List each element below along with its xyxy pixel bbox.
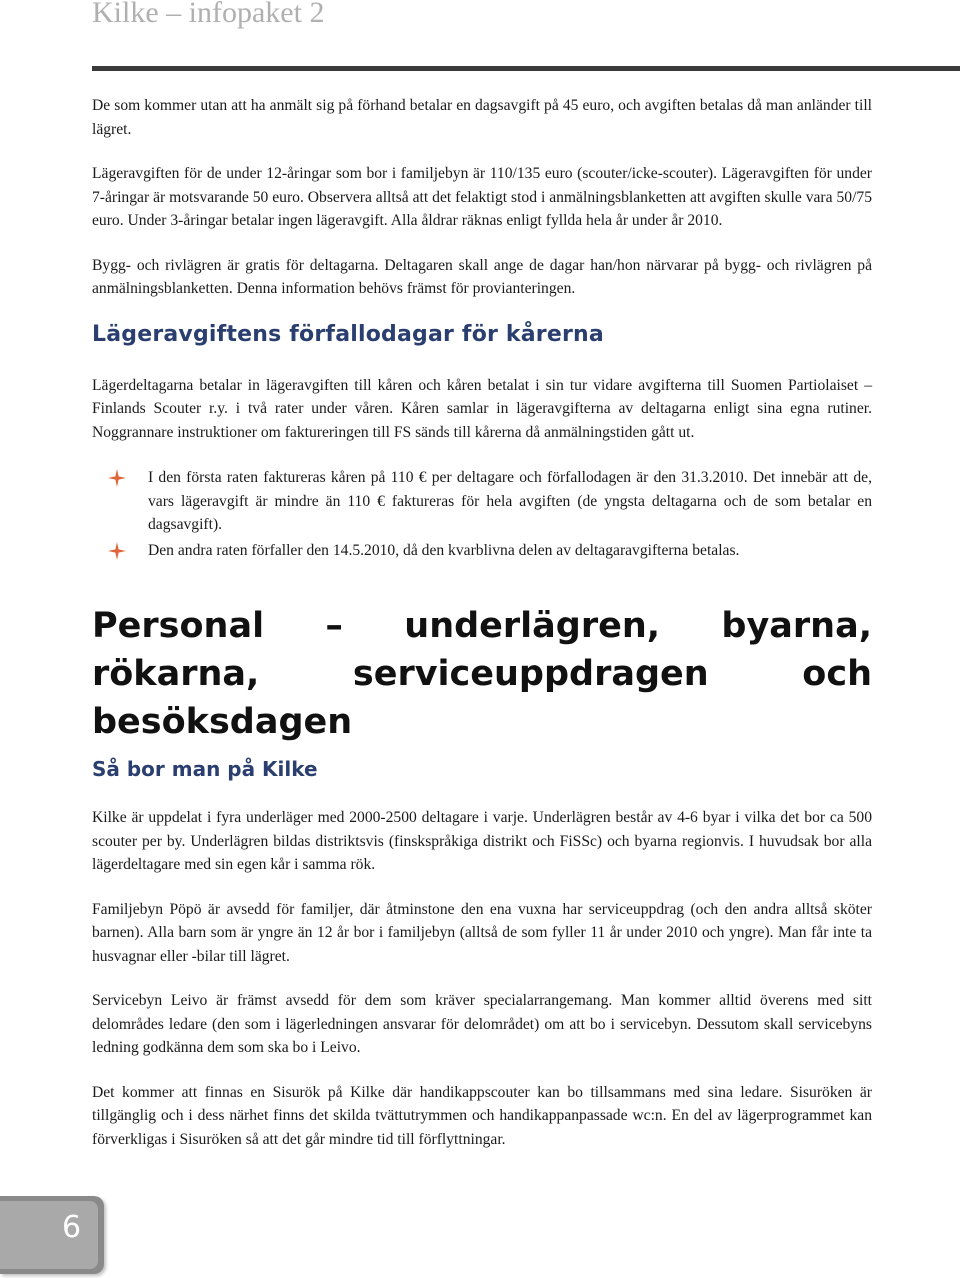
- document-header-title: Kilke – infopaket 2: [92, 0, 325, 29]
- due-dates-bullet-list: [92, 466, 872, 562]
- section-heading-personal: Personal – underlägren, byarna, rökarna, serviceuppdragen och besöksdagen: [92, 606, 872, 742]
- intro-paragraph-child-fees: Lägeravgiften för de under 12-åringar som bor i familjebyn är 110/135 euro (scouter/icke-scouter). Lägeravgiften för under 7-åringar är motsvarande 50 euro. Observera alltså att det felaktigt stod i anmälningsblanketten att avgiften skulle vara 50/75 euro. Under 3-åringar betalar ingen lägeravgift. Alla åldrar räknas enligt fyllda hela år under år 2010.: [92, 165, 872, 229]
- section-heading-due-dates: Lägeravgiftens förfallodagar för kårerna: [92, 321, 604, 347]
- intro-paragraph-day-fee: De som kommer utan att ha anmält sig på förhand betalar en dagsavgift på 45 euro, och avgiften betalas då man anländer till lägret.: [92, 97, 872, 138]
- page-number-tab: [0, 1196, 104, 1274]
- bullet-item-second-installment: [92, 539, 872, 563]
- subheading-living-at-kilke: Så bor man på Kilke: [92, 757, 318, 781]
- paragraph-family-village: Familjebyn Pöpö är avsedd för familjer, där åtminstone den ena vuxna har serviceuppdrag (och den andra alltså sköter barnen). Alla barn som är yngre än 12 år bor i familjebyn (alltså de som fyller 11 år under 2010 och yngre). Man får inte ta husvagnar eller -bilar till lägret.: [92, 900, 872, 965]
- paragraph-sisurok: Det kommer att finnas en Sisurök på Kilke där handikappscouter kan bo tillsammans med sina ledare. Sisuröken är tillgänglig och i dess närhet finns det skilda tvättutrymmen och handikappanpassade wc:n. En del av lägerprogrammet kan förverkligas i Sisuröken så att det går mindre tid till förflyttningar.: [92, 1083, 872, 1148]
- star-bullet-icon: [108, 542, 126, 560]
- bullet-text: Den andra raten förfaller den 14.5.2010, då den kvarblivna delen av deltagaravgifterna betalas.: [148, 541, 740, 559]
- page-number: 6: [62, 1210, 82, 1245]
- bullet-text: I den första raten faktureras kåren på 110 € per deltagare och förfallodagen är den 31.3.2010. Det innebär att de, vars lägeravgift är mindre än 110 € faktureras för hela avgiften (de yngsta deltagarna och de som betalar en dagsavgift).: [148, 469, 872, 533]
- star-bullet-icon: [108, 469, 126, 487]
- paragraph-subcamps: Kilke är uppdelat i fyra underläger med 2000-2500 deltagare i varje. Underlägren består av 4-6 byar i vilka det bor ca 500 scouter per by. Underlägren bildas distriktsvis (finskspråkiga distrikt och FiSSc) och byarna regionvis. I huvudsak bor alla lägerdeltagare med sin egen kår i samma rök.: [92, 809, 872, 873]
- header-divider: [92, 66, 960, 71]
- page-content: [92, 94, 872, 1151]
- page-number-tab-inner: [0, 1201, 98, 1269]
- bullet-item-first-installment: [92, 466, 872, 537]
- due-dates-paragraph: Lägerdeltagarna betalar in lägeravgiften till kåren och kåren betalat i sin tur vidare avgifterna till Suomen Partiolaiset – Finlands Scouter r.y. i två rater under våren. Kåren samlar in lägeravgifterna av deltagarna enligt sina egna rutiner. Noggrannare instruktioner om faktureringen till FS sänds till kårerna då anmälningstiden gått ut.: [92, 376, 872, 441]
- paragraph-service-village: Servicebyn Leivo är främst avsedd för dem som kräver specialarrangemang. Man kommer alltid överens med sitt delområdes ledare (den som i lägerledningen ansvarar för delområdet) om att bo i servicebyn. Dessutom skall servicebyns ledning godkänna dem som ska bo i Leivo.: [92, 992, 872, 1056]
- intro-paragraph-build-camps: Bygg- och rivlägren är gratis för deltagarna. Deltagaren skall ange de dagar han/hon närvarar på bygg- och rivlägren på anmälningsblanketten. Denna information behövs främst för provianteringen.: [92, 256, 872, 297]
